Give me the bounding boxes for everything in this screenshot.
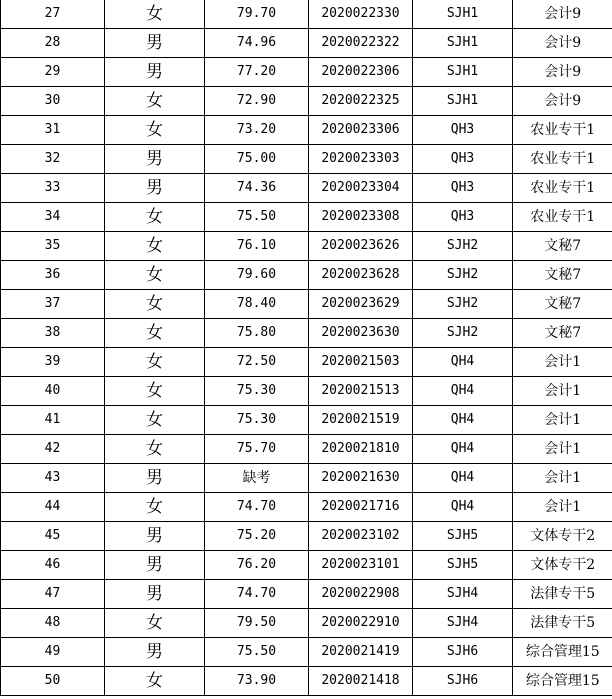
seq-number-cell: 31	[1, 116, 105, 145]
group-code-cell: QH4	[413, 464, 513, 493]
score-cell: 79.70	[205, 0, 309, 29]
exam-id-cell: 2020023626	[309, 232, 413, 261]
table-row	[1, 203, 612, 232]
exam-id-cell: 2020023102	[309, 522, 413, 551]
seq-number-cell: 49	[1, 638, 105, 667]
exam-id-cell: 2020021419	[309, 638, 413, 667]
group-code-cell: SJH5	[413, 551, 513, 580]
seq-number-cell: 46	[1, 551, 105, 580]
exam-id-cell: 2020022325	[309, 87, 413, 116]
position-cell: 会计1	[513, 406, 612, 435]
exam-id-cell: 2020022322	[309, 29, 413, 58]
group-code-cell: SJH1	[413, 0, 513, 29]
score-cell: 75.00	[205, 145, 309, 174]
table-row	[1, 261, 612, 290]
position-cell: 农业专干1	[513, 145, 612, 174]
table-row	[1, 493, 612, 522]
position-cell: 文秘7	[513, 232, 612, 261]
group-code-cell: QH4	[413, 406, 513, 435]
gender-cell: 女	[105, 261, 205, 290]
position-cell: 会计9	[513, 29, 612, 58]
seq-number-cell: 43	[1, 464, 105, 493]
table-row	[1, 0, 612, 29]
exam-id-cell: 2020021513	[309, 377, 413, 406]
gender-cell: 女	[105, 232, 205, 261]
group-code-cell: SJH6	[413, 638, 513, 667]
group-code-cell: SJH6	[413, 667, 513, 696]
exam-id-cell: 2020022910	[309, 609, 413, 638]
score-cell: 77.20	[205, 58, 309, 87]
seq-number-cell: 28	[1, 29, 105, 58]
exam-id-cell: 2020023101	[309, 551, 413, 580]
position-cell: 会计9	[513, 0, 612, 29]
gender-cell: 女	[105, 319, 205, 348]
score-cell: 75.50	[205, 203, 309, 232]
score-cell: 74.70	[205, 493, 309, 522]
gender-cell: 女	[105, 348, 205, 377]
seq-number-cell: 38	[1, 319, 105, 348]
group-code-cell: QH3	[413, 203, 513, 232]
position-cell: 文体专干2	[513, 551, 612, 580]
exam-id-cell: 2020023628	[309, 261, 413, 290]
seq-number-cell: 44	[1, 493, 105, 522]
exam-id-cell: 2020022306	[309, 58, 413, 87]
seq-number-cell: 37	[1, 290, 105, 319]
seq-number-cell: 40	[1, 377, 105, 406]
seq-number-cell: 27	[1, 0, 105, 29]
position-cell: 会计9	[513, 58, 612, 87]
group-code-cell: SJH5	[413, 522, 513, 551]
seq-number-cell: 33	[1, 174, 105, 203]
seq-number-cell: 30	[1, 87, 105, 116]
gender-cell: 男	[105, 464, 205, 493]
exam-id-cell: 2020021503	[309, 348, 413, 377]
group-code-cell: SJH2	[413, 232, 513, 261]
table-row	[1, 522, 612, 551]
exam-id-cell: 2020021519	[309, 406, 413, 435]
seq-number-cell: 39	[1, 348, 105, 377]
table-row	[1, 116, 612, 145]
score-cell: 78.40	[205, 290, 309, 319]
score-cell: 79.50	[205, 609, 309, 638]
score-cell: 74.70	[205, 580, 309, 609]
table-row	[1, 609, 612, 638]
exam-id-cell: 2020021810	[309, 435, 413, 464]
exam-id-cell: 2020023630	[309, 319, 413, 348]
position-cell: 农业专干1	[513, 116, 612, 145]
score-cell: 73.90	[205, 667, 309, 696]
gender-cell: 女	[105, 435, 205, 464]
score-cell: 76.10	[205, 232, 309, 261]
group-code-cell: SJH2	[413, 261, 513, 290]
seq-number-cell: 36	[1, 261, 105, 290]
group-code-cell: SJH1	[413, 58, 513, 87]
score-cell: 75.80	[205, 319, 309, 348]
seq-number-cell: 42	[1, 435, 105, 464]
table-row	[1, 232, 612, 261]
group-code-cell: SJH4	[413, 580, 513, 609]
group-code-cell: QH4	[413, 435, 513, 464]
exam-id-cell: 2020021630	[309, 464, 413, 493]
score-cell: 74.96	[205, 29, 309, 58]
gender-cell: 女	[105, 406, 205, 435]
seq-number-cell: 34	[1, 203, 105, 232]
exam-id-cell: 2020021716	[309, 493, 413, 522]
table-row	[1, 377, 612, 406]
group-code-cell: SJH1	[413, 87, 513, 116]
table-row	[1, 551, 612, 580]
seq-number-cell: 45	[1, 522, 105, 551]
gender-cell: 男	[105, 522, 205, 551]
score-cell: 缺考	[205, 464, 309, 493]
position-cell: 综合管理15	[513, 638, 612, 667]
exam-id-cell: 2020023306	[309, 116, 413, 145]
table-row	[1, 580, 612, 609]
group-code-cell: SJH1	[413, 29, 513, 58]
gender-cell: 男	[105, 145, 205, 174]
position-cell: 会计1	[513, 435, 612, 464]
exam-id-cell: 2020023303	[309, 145, 413, 174]
group-code-cell: SJH2	[413, 290, 513, 319]
score-cell: 72.50	[205, 348, 309, 377]
exam-id-cell: 2020023304	[309, 174, 413, 203]
gender-cell: 男	[105, 58, 205, 87]
gender-cell: 男	[105, 29, 205, 58]
position-cell: 会计1	[513, 493, 612, 522]
exam-id-cell: 2020023629	[309, 290, 413, 319]
score-cell: 74.36	[205, 174, 309, 203]
position-cell: 会计1	[513, 377, 612, 406]
position-cell: 会计1	[513, 348, 612, 377]
seq-number-cell: 29	[1, 58, 105, 87]
gender-cell: 女	[105, 493, 205, 522]
score-cell: 75.50	[205, 638, 309, 667]
group-code-cell: QH3	[413, 145, 513, 174]
score-cell: 73.20	[205, 116, 309, 145]
score-cell: 76.20	[205, 551, 309, 580]
group-code-cell: QH4	[413, 348, 513, 377]
score-cell: 75.30	[205, 377, 309, 406]
exam-id-cell: 2020022908	[309, 580, 413, 609]
position-cell: 会计1	[513, 464, 612, 493]
group-code-cell: SJH2	[413, 319, 513, 348]
group-code-cell: SJH4	[413, 609, 513, 638]
group-code-cell: QH3	[413, 174, 513, 203]
table-row	[1, 638, 612, 667]
gender-cell: 女	[105, 0, 205, 29]
exam-id-cell: 2020023308	[309, 203, 413, 232]
seq-number-cell: 41	[1, 406, 105, 435]
table-row	[1, 29, 612, 58]
table-row	[1, 290, 612, 319]
gender-cell: 男	[105, 551, 205, 580]
seq-number-cell: 35	[1, 232, 105, 261]
score-cell: 75.30	[205, 406, 309, 435]
position-cell: 综合管理15	[513, 667, 612, 696]
seq-number-cell: 32	[1, 145, 105, 174]
position-cell: 农业专干1	[513, 203, 612, 232]
position-cell: 会计9	[513, 87, 612, 116]
table-row	[1, 406, 612, 435]
score-cell: 72.90	[205, 87, 309, 116]
position-cell: 法律专干5	[513, 609, 612, 638]
table-row	[1, 348, 612, 377]
gender-cell: 男	[105, 580, 205, 609]
table-row	[1, 667, 612, 696]
table-row	[1, 58, 612, 87]
gender-cell: 女	[105, 203, 205, 232]
results-table-body	[1, 0, 612, 696]
position-cell: 农业专干1	[513, 174, 612, 203]
table-row	[1, 319, 612, 348]
gender-cell: 男	[105, 638, 205, 667]
table-row	[1, 464, 612, 493]
position-cell: 文秘7	[513, 319, 612, 348]
table-row	[1, 435, 612, 464]
seq-number-cell: 50	[1, 667, 105, 696]
position-cell: 文秘7	[513, 261, 612, 290]
gender-cell: 女	[105, 667, 205, 696]
group-code-cell: QH4	[413, 377, 513, 406]
exam-id-cell: 2020021418	[309, 667, 413, 696]
gender-cell: 女	[105, 290, 205, 319]
gender-cell: 女	[105, 116, 205, 145]
gender-cell: 女	[105, 609, 205, 638]
exam-id-cell: 2020022330	[309, 0, 413, 29]
table-row	[1, 174, 612, 203]
group-code-cell: QH3	[413, 116, 513, 145]
position-cell: 文秘7	[513, 290, 612, 319]
group-code-cell: QH4	[413, 493, 513, 522]
score-cell: 75.70	[205, 435, 309, 464]
gender-cell: 男	[105, 174, 205, 203]
seq-number-cell: 48	[1, 609, 105, 638]
table-row	[1, 87, 612, 116]
table-row	[1, 145, 612, 174]
position-cell: 文体专干2	[513, 522, 612, 551]
position-cell: 法律专干5	[513, 580, 612, 609]
score-cell: 79.60	[205, 261, 309, 290]
gender-cell: 女	[105, 87, 205, 116]
gender-cell: 女	[105, 377, 205, 406]
score-cell: 75.20	[205, 522, 309, 551]
seq-number-cell: 47	[1, 580, 105, 609]
